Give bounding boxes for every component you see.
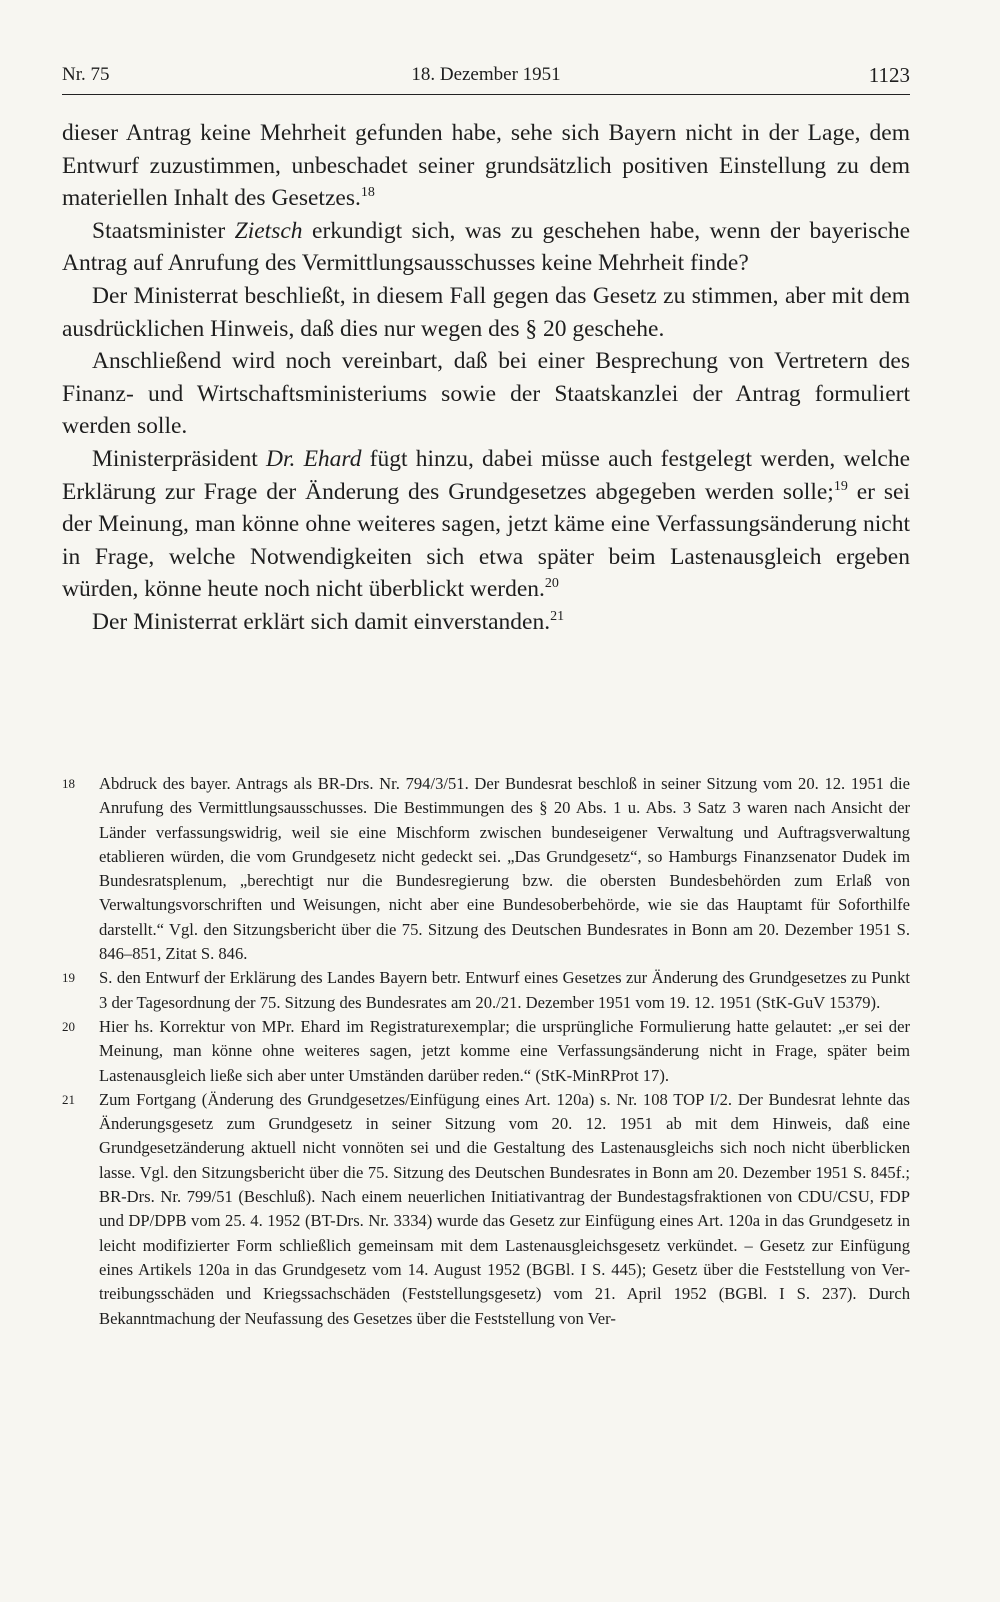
paragraph-4 <box>62 345 910 443</box>
paragraph-text: fügt hinzu, dabei müsse auch festgelegt werden, welche Erklärung zur Frage der Änderung des Grundgesetzes abgegeben werden solle; <box>62 445 910 505</box>
footnote-21 <box>62 1088 910 1331</box>
footnote-text: Zum Fortgang (Änderung des Grundgesetzes/Einfügung eines Art. 120a) s. Nr. 108 TOP I/2. Der Bundesrat lehnte das Änderungsgesetz zum Grundgesetz in seiner Sitzung vom 20. 12. 1951 ab mit dem Hinweis, daß eine Grundgesetzänderung aktuell nicht vonnöten sei und die Gestaltung des Lastenausgleichs sich noch nicht überblicken lasse. Vgl. den Sitzungsbericht über die 75. Sitzung des Deutschen Bundesrates in Bonn am 20. Dezember 1951 S. 845f.; BR-Drs. Nr. 799/51 (Beschluß). Nach einem neuerlichen Initiativantrag der Bundestagsfraktionen von CDU/CSU, FDP und DP/DPB vom 25. 4. 1952 (BT-Drs. Nr. 3334) wurde das Gesetz zur Einfügung eines Art. 120a in das Grundgesetz in leicht modifizierter Form schließlich gemeinsam mit dem Lastenausgleichsgesetz verkündet. – Gesetz zur Einfügung eines Artikels 120a in das Grundgesetz vom 14. August 1952 (BGBl. I S. 445); Gesetz über die Feststellung von Vertreibungsschäden und Kriegssachschäden (Feststellungsgesetz) vom 21. April 1952 (BGBl. I S. 237). Durch Bekanntmachung der Neufassung des Gesetzes über die Feststellung von Ver- <box>99 1089 910 1328</box>
footnote-ref-18[interactable]: 18 <box>360 185 375 201</box>
header-date: 18. Dezember 1951 <box>411 64 561 85</box>
footnote-text: Abdruck des bayer. Antrags als BR-Drs. Nr. 794/3/51. Der Bundesrat beschloß in seiner Sitzung vom 20. 12. 1951 die Anrufung des Vermittlungsausschusses. Die Bestimmungen des § 20 Abs. 1 u. Abs. 3 Satz 3 waren nach Ansicht der Länder verfassungswidrig, weil sie eine Mischform zwischen bundeseigener Verwaltung und Auftragsverwaltung etablieren würden, die vom Grundgesetz nicht gedeckt sei. „Das Grundgesetz“, so Hamburgs Finanzsenator Dudek im Bundesratsplenum, „berechtigt nur die Bundesregierung bzw. die obersten Bundesbehörden zum Erlaß von Verwaltungsvorschriften und Weisungen, nicht aber eine Bundesoberbehörde, wie sie das Hauptamt für Soforthilfe darstellt.“ Vgl. den Sitzungsbericht über die 75. Sitzung des Deutschen Bundesrates in Bonn am 20. Dezember 1951 S. 846–851, Zitat S. 846. <box>99 774 910 964</box>
paragraph-5 <box>62 443 910 606</box>
paragraph-text: dieser Antrag keine Mehrheit gefunden habe, sehe sich Bayern nicht in der Lage, dem Entwurf zuzustimmen, unbeschadet seiner grundsätzlich positiven Einstellung zu dem materiellen Inhalt des Gesetzes. <box>62 120 910 212</box>
running-header <box>62 58 910 92</box>
paragraph-2 <box>62 215 910 280</box>
paragraph-text: erkundigt sich, was zu geschehen habe, wenn der bayerische Antrag auf Anrufung des Vermittlungsausschusses keine Mehrheit finde? <box>62 217 910 277</box>
footnote-ref-21[interactable]: 21 <box>550 609 565 625</box>
paragraph-text: Anschließend wird noch vereinbart, daß bei einer Besprechung von Vertretern des Finanz- und Wirtschaftsministeriums sowie der Staatskanzlei der Antrag formuliert werden solle. <box>62 348 910 440</box>
footnote-text: S. den Entwurf der Erklärung des Landes Bayern betr. Entwurf eines Gesetzes zur Änderung des Grundgesetzes zu Punkt 3 der Tagesordnung der 75. Sitzung des Bundesrates am 20./21. Dezember 1951 vom 19. 12. 1951 (StK-GuV 15379). <box>99 968 910 1012</box>
paragraph-text: Der Ministerrat erklärt sich damit einverstanden. <box>92 608 551 635</box>
paragraph-1 <box>62 117 910 215</box>
person-name: Zietsch <box>234 217 303 244</box>
footnotes <box>62 772 910 1331</box>
paragraph-text: Der Ministerrat beschließt, in diesem Fall gegen das Gesetz zu stimmen, aber mit dem ausdrücklichen Hinweis, daß dies nur wegen des § 20 geschehe. <box>62 282 910 342</box>
footnote-number: 20 <box>62 1018 75 1034</box>
paragraph-3 <box>62 280 910 345</box>
main-text <box>62 117 910 639</box>
person-name: Dr. Ehard <box>265 445 362 472</box>
header-rule <box>62 94 910 95</box>
paragraph-text: Ministerpräsident <box>92 445 266 472</box>
page-number: 1123 <box>868 63 910 87</box>
footnote-text: Hier hs. Korrektur von MPr. Ehard im Registraturexemplar; die ursprüngliche Formulierung hatte gelautet: „er sei der Meinung, man könne ohne weiteres sagen, jetzt komme eine Verfassungsänderung nicht in Frage, später beim Lastenausgleich ließe sich aber unter Umständen darüber reden.“ (StK-MinRProt 17). <box>99 1016 910 1085</box>
footnote-number: 21 <box>62 1091 75 1107</box>
footnote-20 <box>62 1015 910 1088</box>
footnote-number: 19 <box>62 970 75 986</box>
paragraph-6 <box>62 606 910 639</box>
paragraph-text: Staatsminister <box>92 217 235 244</box>
footnote-number: 18 <box>62 776 75 791</box>
footnote-ref-20[interactable]: 20 <box>544 576 559 592</box>
footnote-19 <box>62 966 910 1015</box>
paragraph-text: er sei der Meinung, man könne ohne weiteres sagen, jetzt käme eine Verfassungsänderung nicht in Frage, welche Notwendigkeiten sich etwa später beim Lastenausgleich ergeben würden, könne heute noch nicht überblickt werden. <box>62 478 910 603</box>
document-number: Nr. 75 <box>62 64 110 85</box>
footnote-18 <box>62 772 910 966</box>
footnote-ref-19[interactable]: 19 <box>833 478 848 494</box>
